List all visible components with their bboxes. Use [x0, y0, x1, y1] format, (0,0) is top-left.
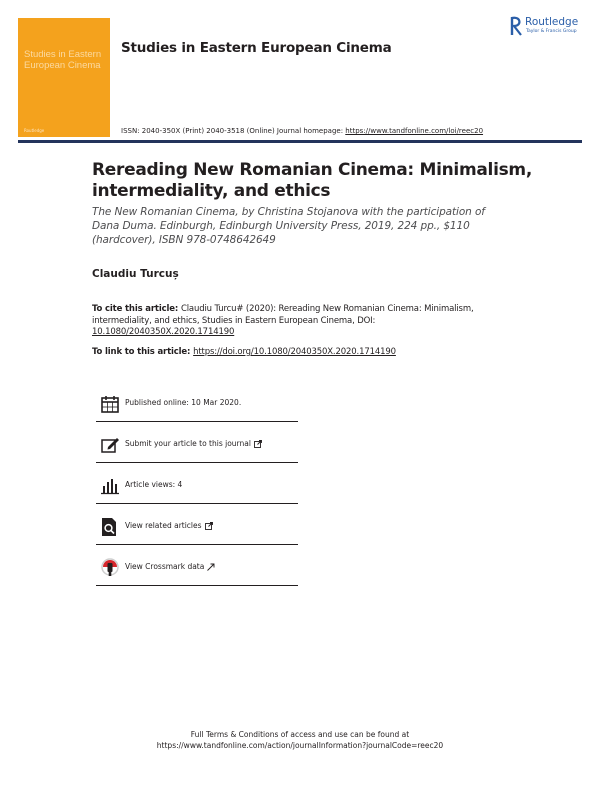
submit-article-row[interactable] [96, 426, 298, 463]
logo-name: Routledge [525, 16, 579, 28]
external-link-icon [254, 440, 262, 448]
crossmark-icon [100, 558, 120, 578]
reviewed-book: The New Romanian Cinema, by Christina Stojanova with the participation of Dana Duma. Edinburgh, Edinburgh University Press, 2019, 224 pp., $110 (hardcover), ISBN 978-0748642649 [92, 206, 485, 246]
article-views-text: Article views: 4 [125, 480, 183, 489]
footer [0, 729, 600, 751]
journal-cover [18, 18, 110, 137]
crossmark-row[interactable] [96, 549, 298, 586]
crossmark-label: View Crossmark data [125, 562, 205, 571]
bar-chart-icon [100, 476, 120, 496]
link-label: To link to this article: [92, 347, 194, 357]
related-articles-row[interactable] [96, 508, 298, 545]
footer-terms: Full Terms & Conditions of access and use can be found at [190, 730, 410, 739]
external-link-icon [205, 522, 213, 530]
related-articles-link[interactable] [125, 521, 213, 530]
author-name: Claudiu Turcuș [92, 268, 179, 280]
issn-line [121, 127, 483, 135]
external-link-icon [207, 563, 215, 571]
related-articles-label: View related articles [125, 521, 202, 530]
submit-article-link[interactable] [125, 439, 262, 448]
article-link-line [92, 347, 396, 357]
published-online-text: Published online: 10 Mar 2020. [125, 398, 242, 407]
issn-text: ISSN: 2040-350X (Print) 2040-3518 (Online) Journal homepage: [121, 127, 346, 135]
journal-homepage-link[interactable]: https://www.tandfonline.com/loi/reec20 [345, 127, 484, 135]
logo-subtitle: Taylor & Francis Group [526, 29, 577, 34]
calendar-icon [100, 394, 120, 414]
related-articles-icon [100, 517, 120, 537]
published-online-row [96, 385, 298, 422]
edit-icon [100, 435, 120, 455]
citation [92, 304, 492, 339]
cover-publisher: Routledge [24, 128, 45, 133]
crossmark-link[interactable] [125, 562, 215, 571]
routledge-logo-icon [510, 15, 524, 37]
journal-title: Studies in Eastern European Cinema [121, 40, 392, 56]
article-views-row [96, 467, 298, 504]
article-title: Rereading New Romanian Cinema: Minimalism, intermediality, and ethics [92, 160, 532, 201]
citation-text: Claudiu Turcu# (2020): Rereading New Romanian Cinema: Minimalism, intermediality, and ethics, Studies in Eastern European Cinema, DOI: [92, 304, 474, 326]
cover-title: Studies in Eastern European Cinema [24, 49, 102, 71]
footer-url[interactable]: https://www.tandfonline.com/action/journalInformation?journalCode=reec20 [156, 741, 444, 750]
submit-article-label: Submit your article to this journal [125, 439, 251, 448]
article-url-link[interactable]: https://doi.org/10.1080/2040350X.2020.1714190 [193, 347, 396, 357]
citation-label: To cite this article: [92, 304, 181, 314]
doi-link[interactable]: 10.1080/2040350X.2020.1714190 [92, 327, 235, 337]
header-rule [18, 140, 582, 143]
